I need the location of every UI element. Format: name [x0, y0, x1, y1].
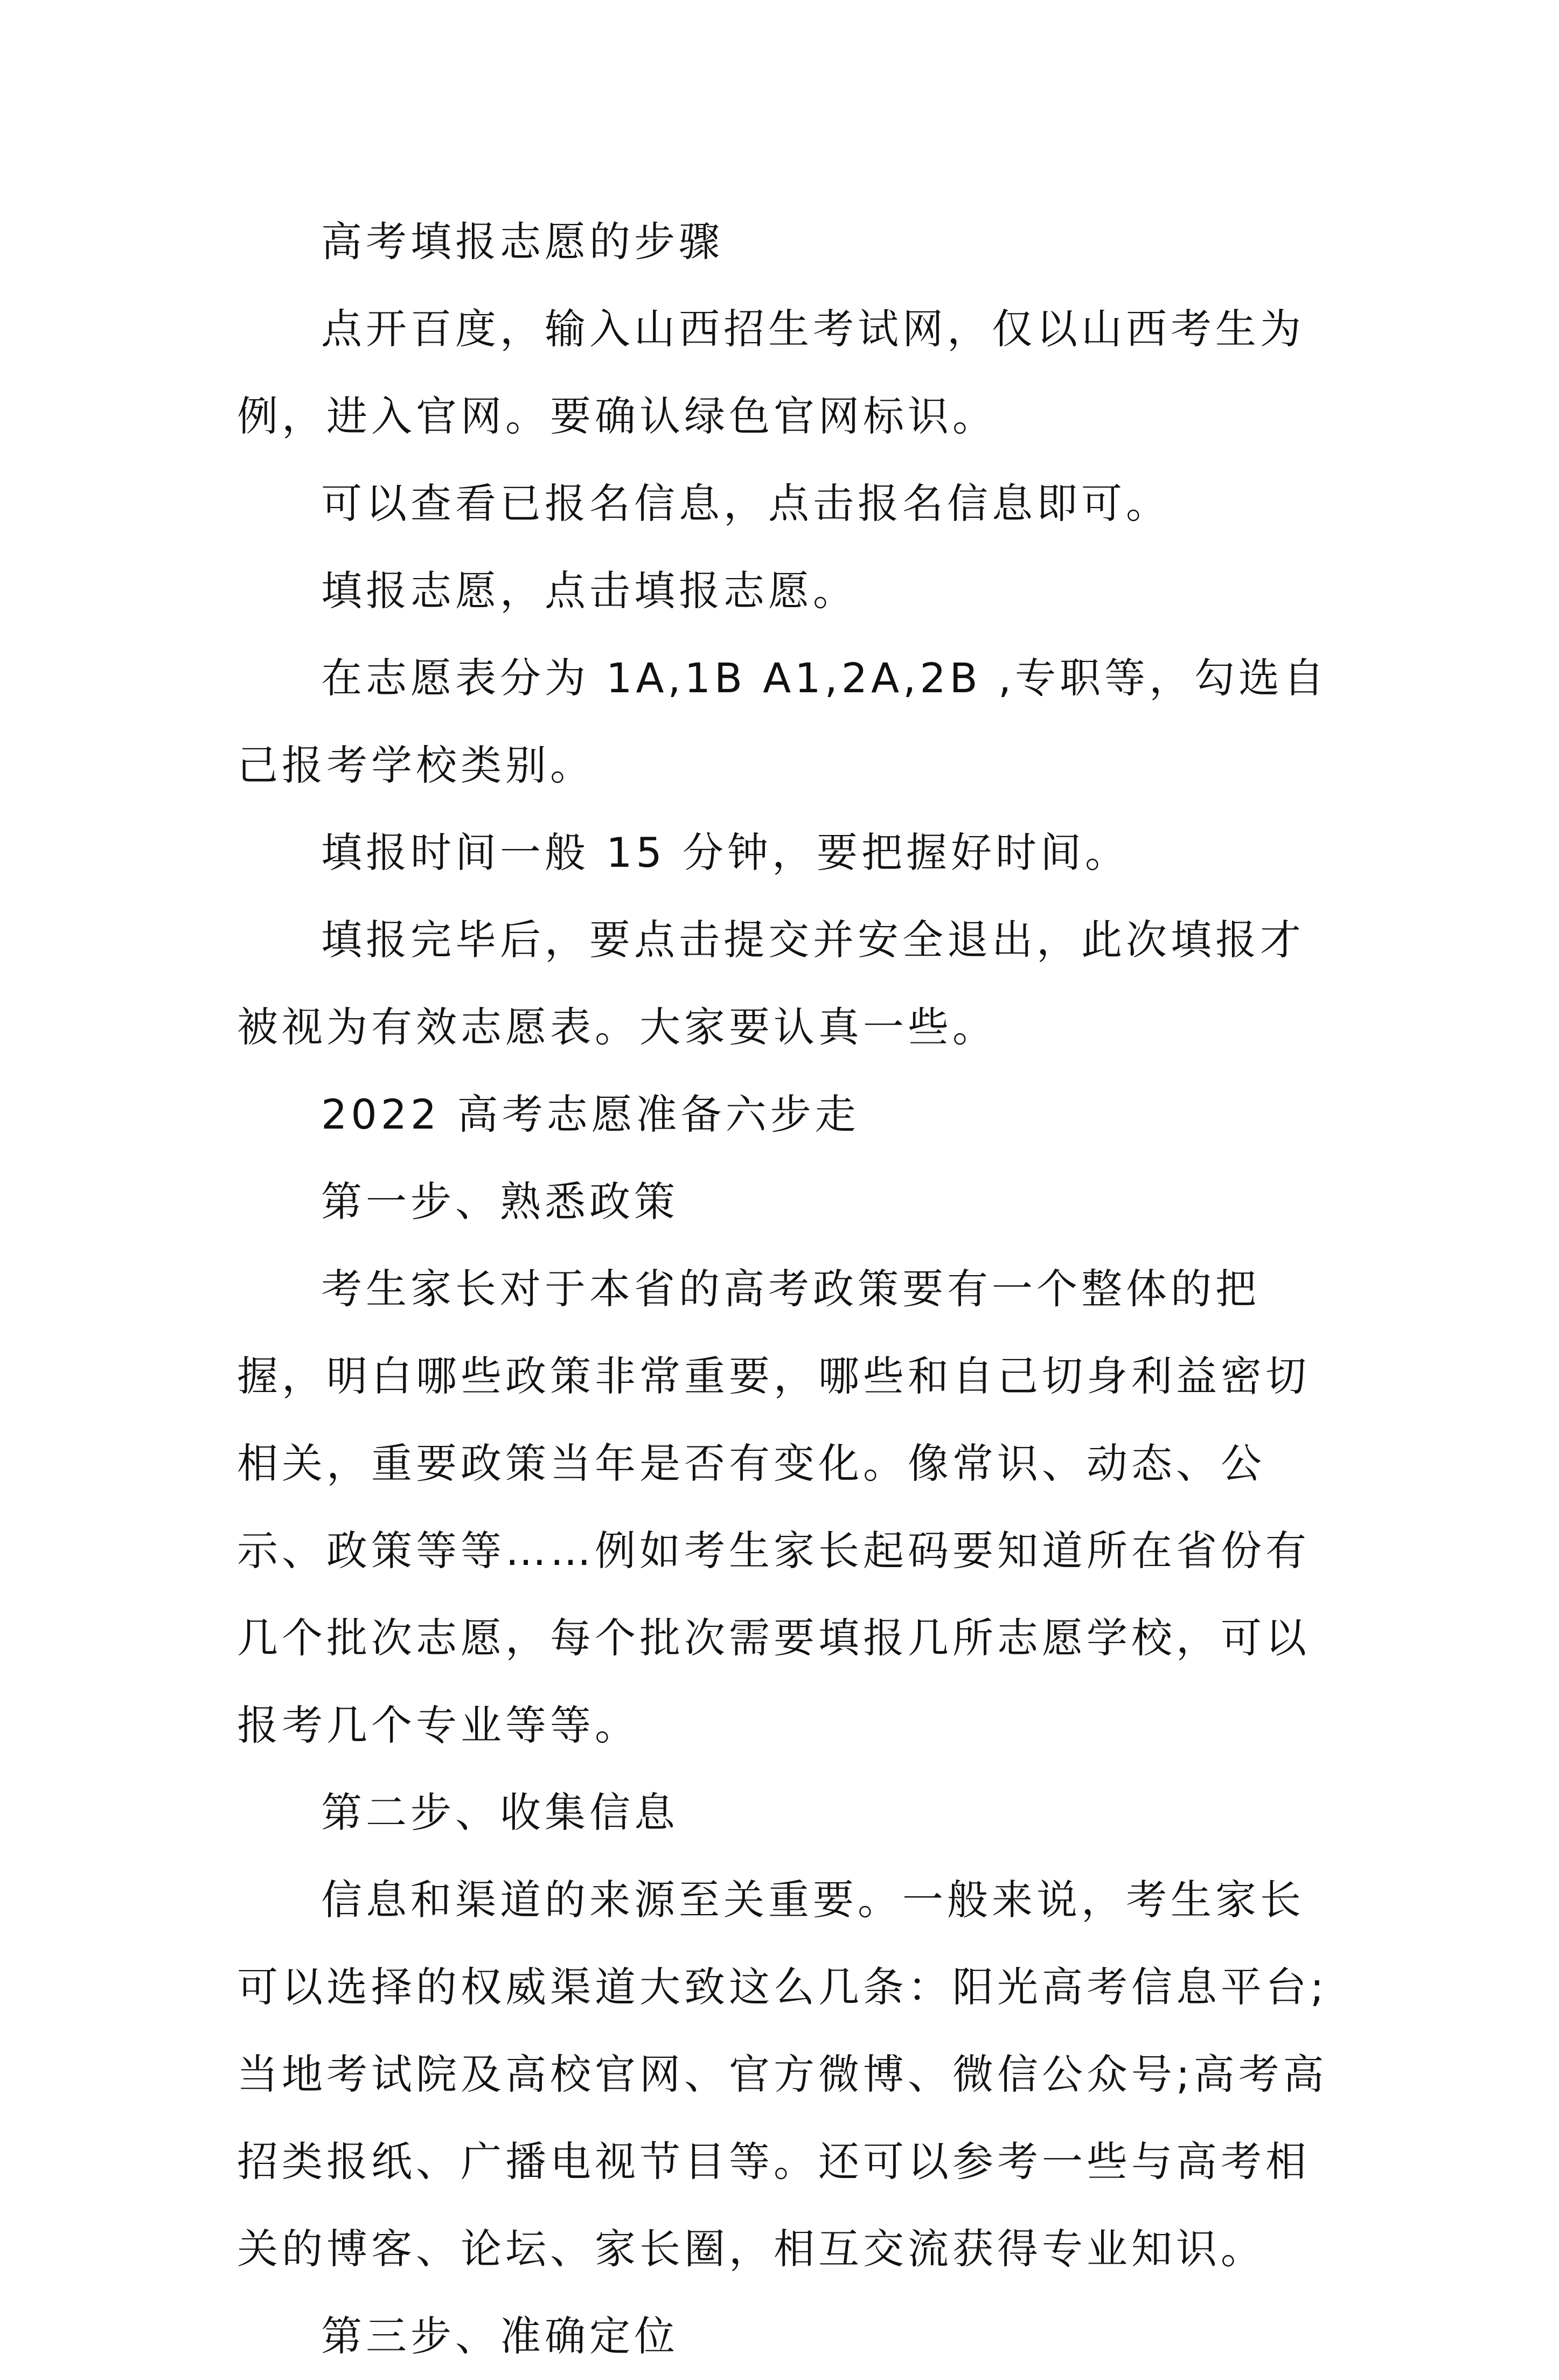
paragraph-step-open-site: 点开百度，输入山西招生考试网，仅以山西考生为例，进入官网。要确认绿色官网标识。 — [237, 305, 1305, 440]
paragraph-check-registration: 可以查看已报名信息，点击报名信息即可。 — [321, 479, 1171, 527]
heading-steps: 高考填报志愿的步骤 — [321, 218, 723, 266]
paragraph-fill-preferences: 填报志愿，点击填报志愿。 — [321, 567, 858, 615]
paragraph-step-two: 信息和渠道的来源至关重要。一般来说，考生家长可以选择的权威渠道大致这么几条：阳光高考信息平台;当地考试院及高校官网、官方微博、微信公众号;高考高招类报纸、广播电视节目等。还可以参考一些与高考相关的博客、论坛、家长圈，相互交流获得专业知识。 — [237, 1876, 1328, 2273]
heading-step-three: 第三步、准确定位 — [321, 2312, 679, 2360]
paragraph-step-one: 考生家长对于本省的高考政策要有一个整体的把握，明白哪些政策非常重要，哪些和自己切身利益密切相关，重要政策当年是否有变化。像常识、动态、公示、政策等等……例如考生家长起码要知道所在省份有几个批次志愿，每个批次需要填报几所志愿学校，可以报考几个专业等等。 — [237, 1265, 1310, 1749]
paragraph-preference-categories: 在志愿表分为 1A,1B A1,2A,2B ,专职等，勾选自己报考学校类别。 — [237, 654, 1328, 789]
paragraph-submit: 填报完毕后，要点击提交并安全退出，此次填报才被视为有效志愿表。大家要认真一些。 — [237, 916, 1305, 1051]
heading-step-one: 第一步、熟悉政策 — [321, 1178, 679, 1226]
paragraph-time-limit: 填报时间一般 15 分钟，要把握好时间。 — [321, 829, 1130, 876]
heading-six-steps: 2022 高考志愿准备六步走 — [321, 1090, 860, 1138]
document-body — [237, 198, 1333, 2380]
heading-step-two: 第二步、收集信息 — [321, 1789, 679, 1836]
